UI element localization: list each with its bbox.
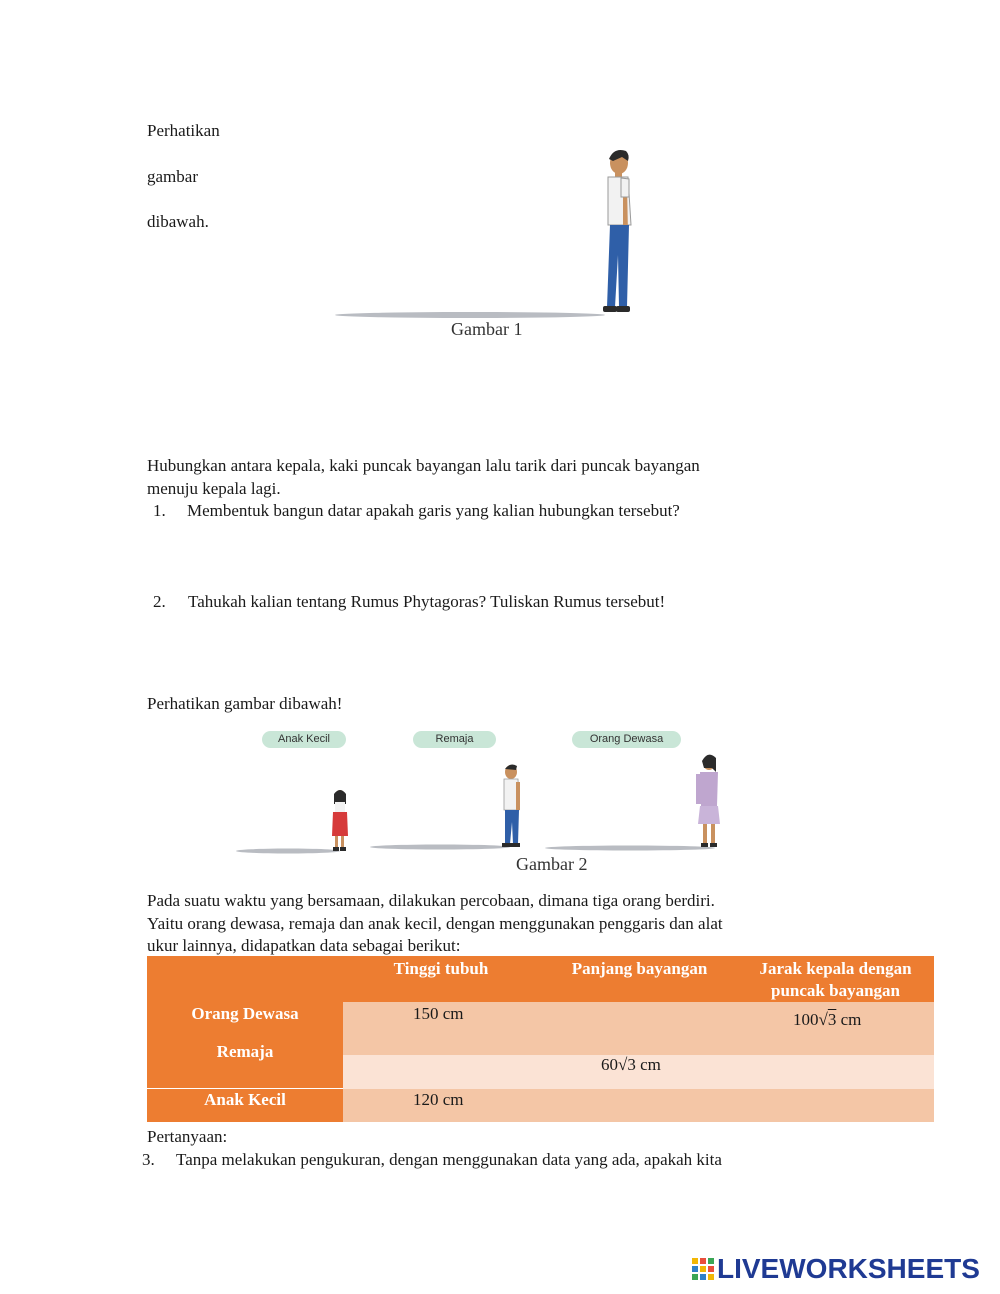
figure-2-intro: Perhatikan gambar dibawah! [147, 694, 343, 713]
adult-shadow [545, 846, 715, 851]
teen-shadow-radicand: 3 [627, 1055, 636, 1074]
teen-boy-figure [603, 150, 631, 312]
adult-figure [696, 755, 720, 847]
instruction-line-2: menuju kepala lagi. [147, 479, 281, 498]
sqrt-icon: √ [818, 1010, 828, 1029]
row-label-orang-dewasa: Orang Dewasa [191, 1004, 299, 1023]
figure-2-caption: Gambar 2 [516, 854, 588, 874]
label-orang-dewasa: Orang Dewasa [572, 731, 681, 748]
teen-figure [502, 765, 520, 847]
row-label-remaja: Remaja [216, 1042, 274, 1061]
child-figure [332, 790, 348, 851]
question-3-number: 3. [142, 1150, 155, 1169]
adult-distance-unit: cm [836, 1010, 862, 1029]
teen-shadow-number: 60 [601, 1055, 618, 1074]
header-panjang-bayangan: Panjang bayangan [571, 959, 708, 978]
liveworksheets-logo-text: LIVEWORKSHEETS [717, 1253, 980, 1284]
question-1-text: Membentuk bangun datar apakah garis yang kalian hubungkan tersebut? [187, 501, 680, 520]
question-1-number: 1. [153, 501, 166, 520]
data-table [147, 956, 934, 1122]
value-adult-distance [793, 1009, 861, 1031]
sqrt-icon: √ [618, 1055, 628, 1074]
shadow-line [335, 312, 605, 318]
paragraph-line-2: Yaitu orang dewasa, remaja dan anak kecil, dengan menggunakan penggaris dan alat [147, 914, 723, 933]
intro-line-1: Perhatikan [147, 121, 220, 140]
label-remaja: Remaja [413, 731, 496, 748]
adult-distance-radicand: 3 [827, 1010, 837, 1029]
figure-2-illustration [230, 748, 730, 858]
value-child-height: 120 cm [413, 1090, 464, 1109]
liveworksheets-watermark [692, 1254, 980, 1284]
question-2-number: 2. [153, 592, 166, 611]
paragraph-line-1: Pada suatu waktu yang bersamaan, dilakukan percobaan, dimana tiga orang berdiri. [147, 891, 715, 910]
teen-shadow-unit: cm [635, 1055, 661, 1074]
value-adult-height: 150 cm [413, 1004, 464, 1023]
child-shadow [236, 849, 340, 854]
header-jarak-line-1: Jarak kepala dengan [759, 959, 912, 978]
question-3-text: Tanpa melakukan pengukuran, dengan menggunakan data yang ada, apakah kita [176, 1150, 722, 1169]
questions-label: Pertanyaan: [147, 1127, 228, 1146]
liveworksheets-logo-icon [692, 1258, 714, 1280]
intro-line-3: dibawah. [147, 212, 209, 231]
header-jarak-line-2: puncak bayangan [771, 981, 900, 1000]
label-anak-kecil: Anak Kecil [262, 731, 346, 748]
row-label-anak-kecil: Anak Kecil [204, 1090, 286, 1109]
figure-1-caption: Gambar 1 [451, 319, 523, 339]
teen-shadow [370, 845, 510, 850]
value-teen-shadow [601, 1054, 661, 1076]
question-2-text: Tahukah kalian tentang Rumus Phytagoras? Tuliskan Rumus tersebut! [188, 592, 666, 611]
paragraph-line-3: ukur lainnya, didapatkan data sebagai berikut: [147, 936, 461, 955]
adult-distance-number: 100 [793, 1010, 819, 1029]
intro-line-2: gambar [147, 167, 198, 186]
instruction-line-1: Hubungkan antara kepala, kaki puncak bayangan lalu tarik dari puncak bayangan [147, 456, 700, 475]
figure-1-illustration [330, 145, 650, 330]
header-tinggi-tubuh: Tinggi tubuh [393, 959, 489, 978]
